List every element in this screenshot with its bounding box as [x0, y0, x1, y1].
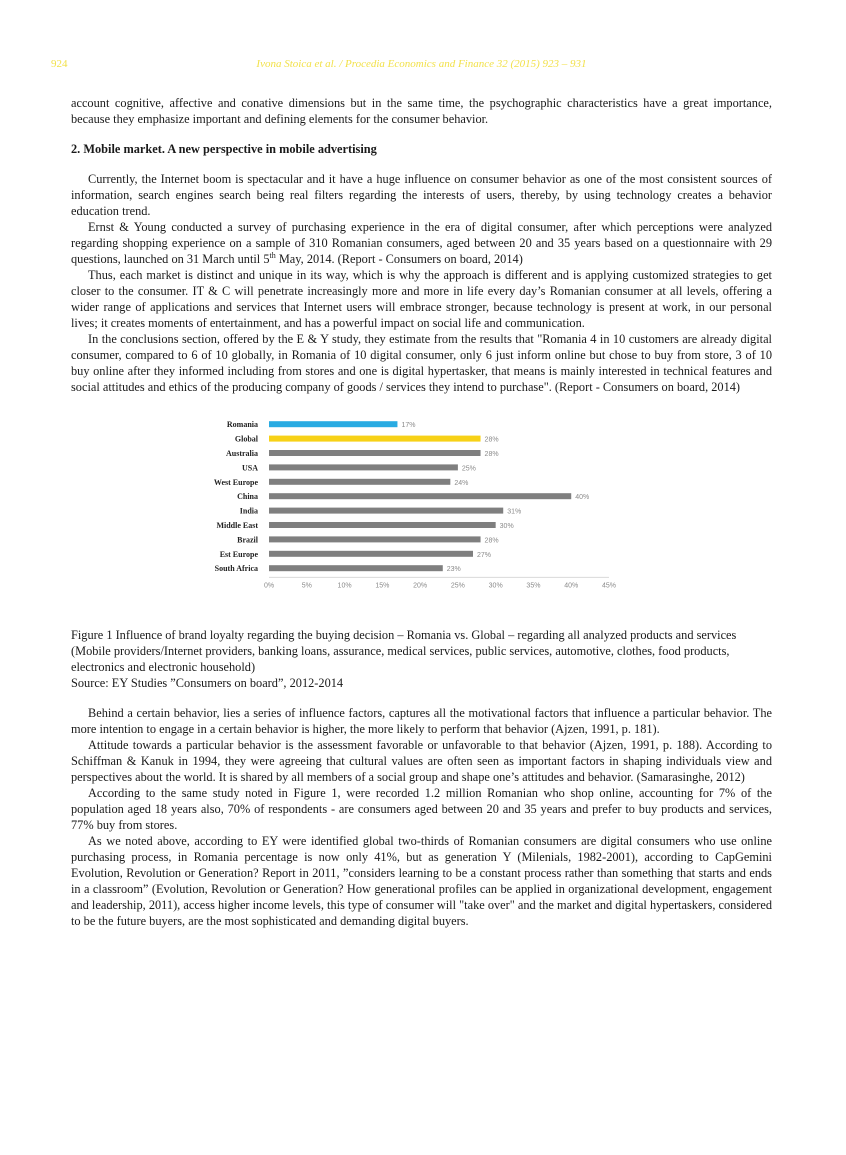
text-run: May, 2014. (Report - Consumers on board, 2014)	[275, 252, 523, 266]
category-label: West Europe	[213, 477, 258, 487]
paragraph: Thus, each market is distinct and unique in its way, which is why the approach is different and is applying customized strategies to get closer to the consumer. IT & C will penetrate increasingly more and more in life every day’s Romanian consumer at all levels, offering a wider range of applications and services that Internet users will embrace stronger, because technology is present at work, in our personal lives; it creates moments of entertainment, and has a powerful impact on social life and communication.	[71, 268, 772, 330]
value-label: 28%	[484, 537, 499, 545]
x-tick-label: 15%	[375, 582, 390, 590]
x-tick-label: 10%	[337, 582, 352, 590]
x-tick-label: 30%	[488, 582, 503, 590]
figure-caption	[71, 627, 772, 691]
caption-source: Source: EY Studies ”Consumers on board”, 2012-2014	[71, 676, 344, 690]
x-tick-label: 40%	[564, 582, 579, 590]
category-label: USA	[241, 463, 258, 473]
bar-west-europe	[269, 479, 450, 485]
bar-china	[269, 493, 571, 499]
category-label: Romania	[226, 420, 258, 430]
bar-est-europe	[269, 551, 473, 557]
article-body	[71, 95, 772, 929]
bar-india	[269, 508, 503, 514]
x-tick-label: 5%	[301, 582, 312, 590]
bar-usa	[269, 464, 458, 470]
bar-global	[269, 436, 481, 442]
bar-romania	[269, 421, 397, 427]
x-tick-label: 0%	[263, 582, 275, 590]
caption-text: Figure 1 Influence of brand loyalty regarding the buying decision – Romania vs. Global – regarding all analyzed products and services (Mobile providers/Internet providers, banking loans, assurance, medical services, public services, automotive, clothes, food products, electronics and electronic household)	[71, 628, 737, 674]
section-heading: 2. Mobile market. A new perspective in mobile advertising	[71, 142, 377, 156]
paragraph: In the conclusions section, offered by the E & Y study, they estimate from the results that "Romania 4 in 10 customers are already digital consumer, compared to 6 of 10 globally, in Romania of 10 digital consumer, only 6 just inform online but chose to buy from store, 3 of 10 buy online after they informed including from stores and one is digital hypertasker, that means is mainly interested in technical features and social attitudes and ethics of the producing company of goods / services they intend to purchase". (Report - Consumers on board, 2014)	[71, 332, 772, 394]
category-label: India	[239, 506, 258, 516]
category-label: Australia	[226, 449, 258, 458]
value-label: 30%	[499, 523, 514, 530]
value-label: 28%	[484, 436, 499, 444]
category-label: Est Europe	[219, 549, 258, 559]
value-label: 31%	[507, 508, 522, 516]
paragraph: Attitude towards a particular behavior is the assessment favorable or unfavorable to that behavior (Ajzen, 1991, p. 188). According to Schiffman & Kanuk in 1994, they were agreeing that cultural values are often seen as important factors in shaping individuals view and perspectives about the world. It is shared by all members of a social group and shape one’s attitudes and behavior. (Samarasinghe, 2012)	[71, 738, 772, 784]
category-label: China	[237, 492, 258, 502]
figure-1	[71, 409, 772, 627]
paragraph-ey-survey	[71, 219, 772, 267]
value-label: 17%	[401, 422, 416, 430]
paragraph: According to the same study noted in Figure 1, were recorded 1.2 million Romanian who shop online, accounting for 7% of the population aged 18 years also, 70% of respondents - are consumers aged between 20 and 35 years and prefer to buy products and services, 77% buy from stores.	[71, 786, 772, 832]
paragraph: account cognitive, affective and conative dimensions but in the same time, the psychographic characteristics have a great importance, because they emphasize important and defining elements for the consumer behavior.	[71, 96, 772, 126]
bar-south-africa	[269, 565, 443, 571]
paragraph: Currently, the Internet boom is spectacular and it have a huge influence on consumer behavior as one of the most consistent sources of information, search engines search being real filters regarding the interests of users, thereby, by using technology creates a behavior education trend.	[71, 172, 772, 218]
bar-middle-east	[269, 522, 496, 528]
x-tick-label: 20%	[413, 582, 428, 590]
category-label: South Africa	[214, 564, 258, 574]
category-label: Brazil	[237, 535, 258, 545]
paragraph: Behind a certain behavior, lies a series of influence factors, captures all the motivational factors that influence a particular behavior. The more intention to engage in a certain behavior is higher, the more likely to perform that behavior (Ajzen, 1991, p. 181).	[71, 706, 772, 736]
value-label: 25%	[461, 465, 476, 473]
x-tick-label: 45%	[601, 582, 617, 590]
superscript: th	[269, 250, 276, 260]
value-label: 27%	[477, 551, 492, 559]
page-number: 924	[51, 58, 68, 70]
category-label: Middle East	[216, 521, 258, 530]
value-label: 40%	[575, 494, 590, 502]
x-tick-label: 25%	[450, 582, 465, 590]
value-label: 23%	[446, 566, 461, 574]
bar-chart	[211, 409, 631, 609]
category-label: Global	[234, 434, 258, 444]
paragraph: As we noted above, according to EY were identified global two-thirds of Romanian consumers are digital consumers who use online purchasing process, in Romania percentage is now only 41%, but as generation Y (Milenials, 1982-2001), according to CapGemini Evolution, Revolution or Generation? Report in 2011, ”considers learning to be a constant process rather than something that starts and ends in a classroom” (Evolution, Revolution or Generation? How generational profiles can be applied in organizational development, engagement and leadership, 2011), access higher income levels, this type of consumer will "take over" and the market and digital hypertaskers, considered to be the future buyers, are the most sophisticated and demanding digital buyers.	[71, 834, 772, 928]
text-run: Ernst & Young conducted a survey of purchasing experience in the era of digital consumer, after which perceptions were analyzed regarding shopping experience on a sample of 310 Romanian consumers, aged between 20 and 35 years based on a questionnaire with 29 questions, launched on 31 March until 5	[71, 220, 772, 266]
bar-australia	[269, 450, 481, 456]
value-label: 24%	[454, 479, 469, 487]
x-tick-label: 35%	[526, 582, 541, 590]
running-head: Ivona Stoica et al. / Procedia Economics and Finance 32 (2015) 923 – 931	[256, 58, 587, 70]
bar-brazil	[269, 536, 481, 542]
value-label: 28%	[484, 451, 499, 458]
